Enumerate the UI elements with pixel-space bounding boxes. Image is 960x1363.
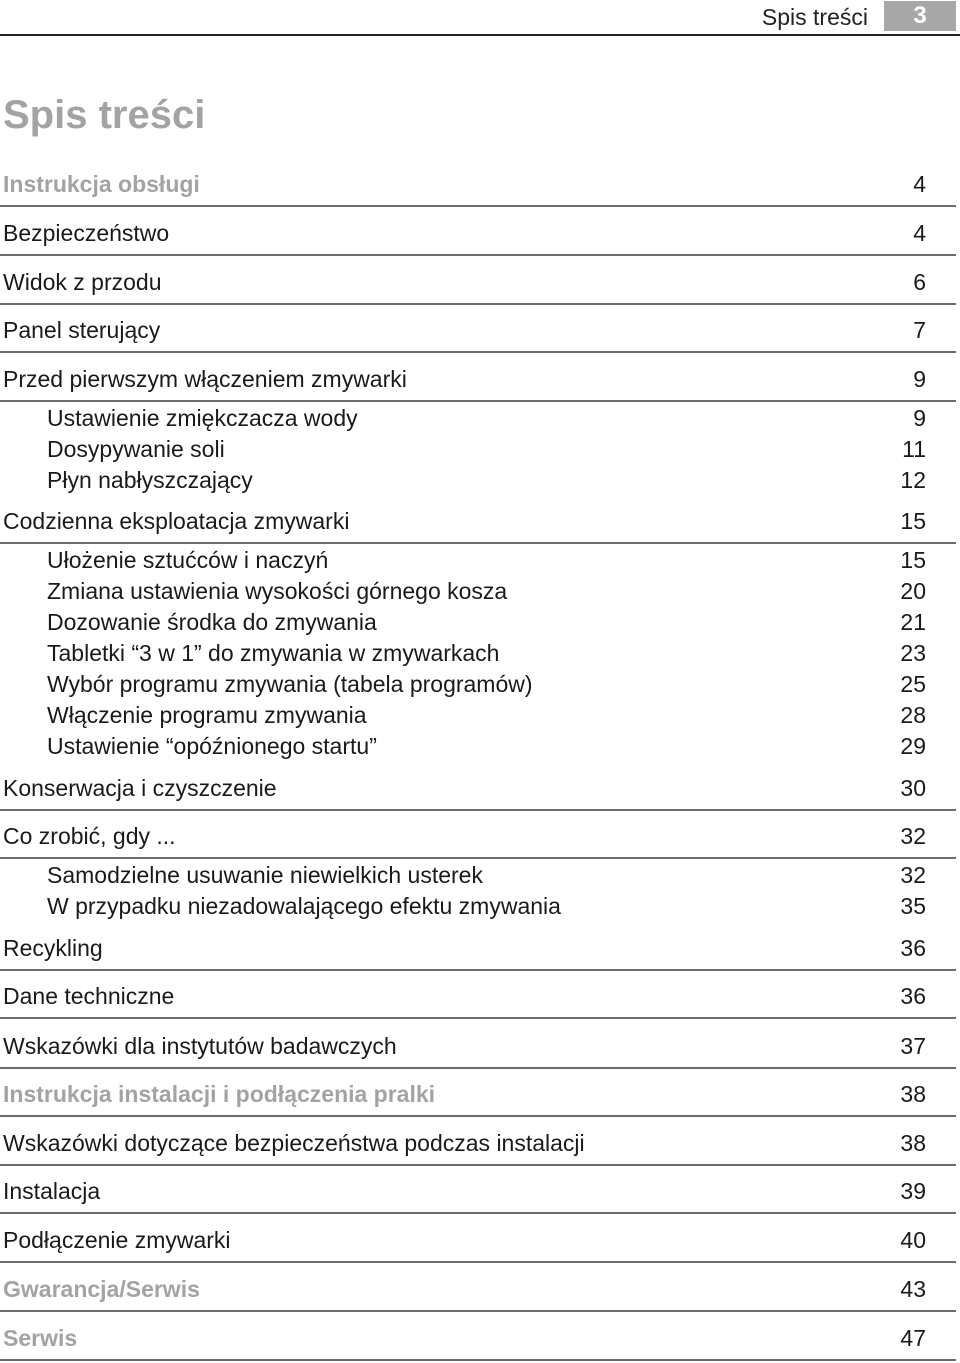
toc-entry-page: 25 (900, 671, 926, 697)
toc-entry[interactable] (0, 508, 956, 544)
toc-entry-label: Co zrobić, gdy ... (3, 823, 176, 849)
toc-entry-label: Samodzielne usuwanie niewielkich usterek (47, 862, 483, 888)
toc-subentry[interactable] (0, 578, 956, 609)
toc-entry[interactable] (0, 269, 956, 305)
toc-entry-label: Bezpieczeństwo (3, 220, 170, 246)
toc-entry-page: 12 (900, 467, 926, 493)
toc-entry-label: Dane techniczne (3, 983, 175, 1009)
toc-entry[interactable] (0, 1081, 956, 1117)
toc-entry[interactable] (0, 171, 956, 207)
toc-entry-label: Włączenie programu zmywania (47, 702, 367, 728)
toc-entry-label: W przypadku niezadowalającego efektu zmywania (47, 893, 561, 919)
toc-entry-page: 6 (913, 269, 926, 295)
toc-entry-label: Podłączenie zmywarki (3, 1227, 231, 1253)
toc-entry-page: 43 (900, 1276, 926, 1302)
toc-entry-page: 32 (900, 862, 926, 888)
toc-subentry[interactable] (0, 405, 956, 436)
toc-subentry[interactable] (0, 436, 956, 467)
toc-entry[interactable] (0, 823, 956, 859)
toc-entry[interactable] (0, 366, 956, 402)
toc-entry[interactable] (0, 935, 956, 971)
toc-entry-label: Wybór programu zmywania (tabela programów) (47, 671, 533, 697)
toc-entry-page: 29 (900, 733, 926, 759)
toc-entry-page: 23 (900, 640, 926, 666)
toc-entry-page: 36 (900, 983, 926, 1009)
toc-entry-page: 21 (900, 609, 926, 635)
toc-entry-page: 15 (900, 547, 926, 573)
toc-subentry[interactable] (0, 640, 956, 671)
toc-entry-label: Wskazówki dla instytutów badawczych (3, 1033, 397, 1059)
toc-entry-label: Ułożenie sztućców i naczyń (47, 547, 329, 573)
toc-entry-label: Dosypywanie soli (47, 436, 225, 462)
toc-entry-page: 38 (900, 1130, 926, 1156)
toc-entry[interactable] (0, 775, 956, 811)
toc-entry-label: Instrukcja instalacji i podłączenia pralki (3, 1081, 436, 1107)
toc-entry[interactable] (0, 1178, 956, 1214)
toc-entry-page: 7 (913, 317, 926, 343)
toc-entry-label: Instalacja (3, 1178, 101, 1204)
toc-subentry[interactable] (0, 547, 956, 578)
toc-entry-label: Konserwacja i czyszczenie (3, 775, 277, 801)
toc-entry-page: 4 (913, 171, 926, 197)
toc-entry-label: Ustawienie “opóźnionego startu” (47, 733, 377, 759)
toc-subentry[interactable] (0, 467, 956, 498)
toc-entry-page: 40 (900, 1227, 926, 1253)
toc-entry-label: Ustawienie zmiękczacza wody (47, 405, 358, 431)
toc-entry-label: Tabletki “3 w 1” do zmywania w zmywarkach (47, 640, 500, 666)
toc-entry-page: 15 (900, 508, 926, 534)
toc-entry-label: Widok z przodu (3, 269, 162, 295)
page-header (0, 0, 960, 36)
toc-entry-page: 20 (900, 578, 926, 604)
toc-subentry[interactable] (0, 862, 956, 893)
toc-entry[interactable] (0, 220, 956, 256)
toc-entry-label: Panel sterujący (3, 317, 161, 343)
toc-entry-page: 32 (900, 823, 926, 849)
toc-entry-page: 9 (913, 405, 926, 431)
header-section-title: Spis treści (761, 4, 868, 30)
toc-entry-label: Instrukcja obsługi (3, 171, 200, 197)
toc-entry-label: Zmiana ustawienia wysokości górnego kosza (47, 578, 508, 604)
toc-entry-page: 9 (913, 366, 926, 392)
toc-entry[interactable] (0, 1033, 956, 1069)
toc-entry-label: Przed pierwszym włączeniem zmywarki (3, 366, 407, 392)
toc-entry-page: 28 (900, 702, 926, 728)
toc-entry-page: 11 (902, 436, 926, 462)
toc-entry-label: Codzienna eksploatacja zmywarki (3, 508, 350, 534)
toc-subentry[interactable] (0, 702, 956, 733)
toc-entry[interactable] (0, 1276, 956, 1312)
toc-entry-label: Gwarancja/Serwis (3, 1276, 200, 1302)
toc-entry-label: Serwis (3, 1325, 78, 1351)
toc-entry[interactable] (0, 983, 956, 1019)
toc-subentry[interactable] (0, 893, 956, 924)
toc-entry-page: 36 (900, 935, 926, 961)
toc-entry-label: Płyn nabłyszczający (47, 467, 253, 493)
toc-entry-page: 37 (900, 1033, 926, 1059)
toc-entry-page: 35 (900, 893, 926, 919)
toc-entry[interactable] (0, 317, 956, 353)
toc-subentry[interactable] (0, 733, 956, 764)
toc-subentry[interactable] (0, 609, 956, 640)
header-page-number: 3 (884, 1, 956, 31)
toc-entry-page: 30 (900, 775, 926, 801)
toc-entry-page: 39 (900, 1178, 926, 1204)
toc-entry-page: 47 (900, 1325, 926, 1351)
toc-entry[interactable] (0, 1227, 956, 1263)
toc-entry[interactable] (0, 1130, 956, 1166)
toc-entry-label: Wskazówki dotyczące bezpieczeństwa podczas instalacji (3, 1130, 585, 1156)
toc-entry-label: Dozowanie środka do zmywania (47, 609, 377, 635)
toc-entry[interactable] (0, 1325, 956, 1361)
toc-entry-label: Recykling (3, 935, 103, 961)
toc-subentry[interactable] (0, 671, 956, 702)
page-title: Spis treści (3, 93, 206, 137)
toc-entry-page: 4 (913, 220, 926, 246)
toc-entry-page: 38 (900, 1081, 926, 1107)
